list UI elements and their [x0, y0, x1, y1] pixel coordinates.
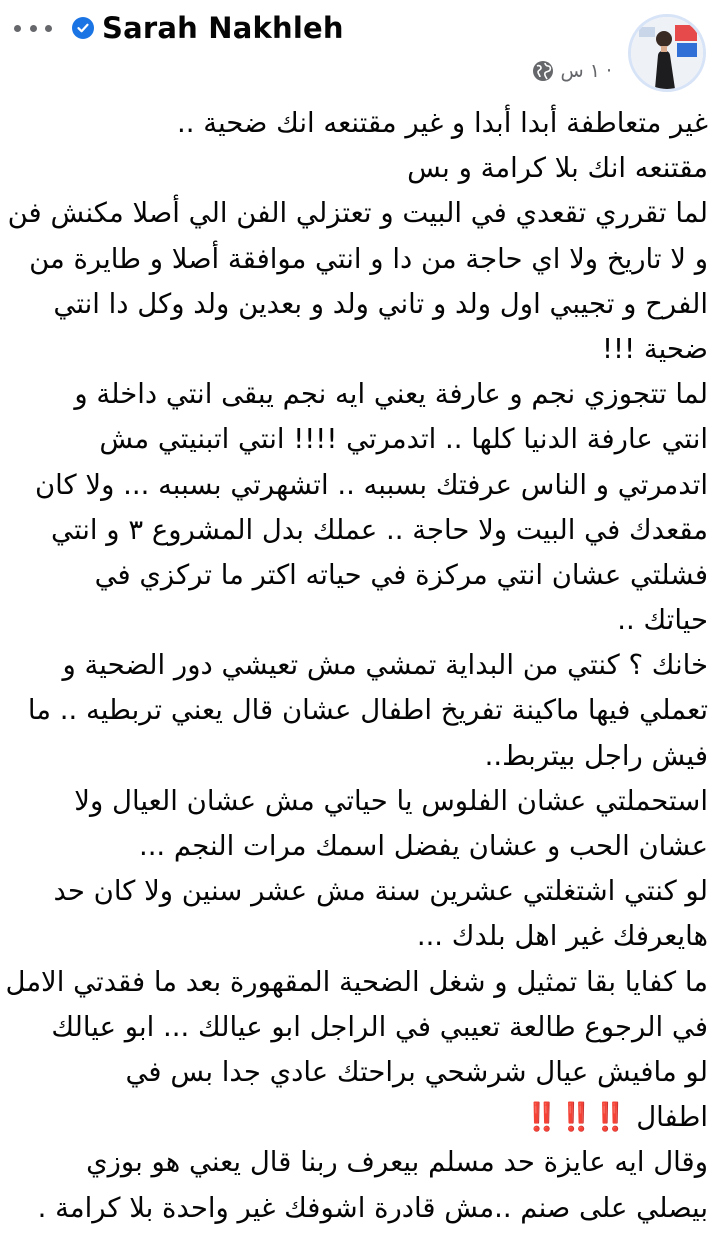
post-text-line — [22, 1095, 708, 1140]
post-text-line — [22, 1140, 708, 1185]
double-exclamation-emoji: ‼️‼️‼️ — [524, 1101, 628, 1134]
post-header — [0, 0, 720, 100]
more-options-button[interactable] — [10, 14, 56, 42]
post-text-line-content: اطفال — [636, 1101, 708, 1134]
author-row — [72, 8, 344, 48]
post-text-line — [22, 824, 708, 869]
post-text-line — [22, 688, 708, 733]
post-text-line-content: حياتك .. — [617, 604, 708, 637]
post-text-line — [22, 146, 708, 191]
post-text-line-content: خانك ؟ كنتي من البداية تمشي مش تعيشي دور الضحية و — [62, 649, 708, 682]
post-text-line — [5, 960, 708, 1005]
avatar[interactable] — [628, 14, 706, 92]
post-text-line-content: الفرح و تجيبي اول ولد و تاني ولد و بعدين ولد وكل دا انتي — [53, 287, 708, 320]
post-text-line — [22, 734, 708, 779]
post-text-line — [7, 191, 708, 236]
post-text-line — [22, 508, 708, 553]
post-text-line — [22, 598, 708, 643]
post-text-line-content: وقال ايه عايزة حد مسلم بيعرف ربنا قال يعني هو بوزي — [86, 1146, 708, 1179]
post-text-line — [22, 1050, 708, 1095]
post-text-line — [22, 914, 708, 959]
post-text-line-content: غير متعاطفة أبدا أبدا و غير مقتنعه انك ضحية .. — [177, 107, 708, 139]
post-text-line-content: استحملتي عشان الفلوس يا حياتي مش عشان العيال ولا — [74, 784, 708, 817]
post-text-line — [22, 282, 708, 327]
more-dot — [30, 25, 37, 32]
post-text-line-content: و لا تاريخ ولا اي حاجة من دا و انتي موافقة أصلا و طايرة من — [29, 242, 708, 275]
post-text-line-content: بيصلي على صنم ..مش قادرة اشوفك غير واحدة بلا كرامة . — [37, 1191, 708, 1224]
post-text — [5, 101, 708, 1231]
post-text-line-content: هايعرفك غير اهل بلدك ... — [416, 920, 708, 953]
post-meta — [532, 58, 612, 84]
post-text-line — [22, 779, 708, 824]
post-text-line — [22, 1005, 708, 1050]
post-text-line-content: فشلتي عشان انتي مركزة في حياته اكتر ما تركزي في — [94, 558, 708, 591]
post-text-line — [22, 463, 708, 508]
more-dot — [14, 25, 21, 32]
post-text-line — [22, 372, 708, 417]
post-text-line — [22, 1186, 708, 1231]
author-name[interactable]: Sarah Nakhleh — [102, 11, 344, 45]
post-text-line-content: اتدمرتي و الناس عرفتك بسببه .. اتشهرتي بسببه ... ولا كان — [34, 468, 708, 501]
post-text-line — [22, 417, 708, 462]
post-time[interactable]: ١ س · — [560, 60, 612, 82]
post-text-line — [22, 237, 708, 282]
post-text-line-content: فيش راجل بيتربط.. — [484, 739, 708, 772]
globe-icon[interactable] — [532, 60, 554, 82]
more-dot — [45, 25, 52, 32]
post-text-line-content: مقعدك في البيت ولا حاجة .. عملك بدل المشروع ٣ و انتي — [51, 513, 708, 546]
post-text-line-content: عشان الحب و عشان يفضل اسمك مرات النجم ... — [138, 830, 708, 862]
verified-badge-icon — [72, 17, 94, 39]
post-text-line — [22, 553, 708, 598]
post-text-line-content: مقتنعه انك بلا كرامة و بس — [407, 152, 708, 185]
post-text-line-content: لما تقرري تقعدي في البيت و تعتزلي الفن الي أصلا مكنش فن — [7, 197, 708, 230]
post-text-line-content: لو كنتي اشتغلتي عشرين سنة مش عشر سنين ولا كان حد — [53, 875, 708, 908]
post-text-line — [22, 869, 708, 914]
post-text-line — [22, 327, 708, 372]
post-text-line-content: ضحية !!! — [602, 332, 708, 365]
post-text-line-content: ما كفايا بقا تمثيل و شغل الضحية المقهورة بعد ما فقدتي الامل — [5, 965, 708, 998]
post-text-line-content: انتي عارفة الدنيا كلها .. اتدمرتي !!!! انتي اتبنيتي مش — [99, 423, 708, 456]
post-text-line-content: لو مافيش عيال شرشحي براحتك عادي جدا بس في — [125, 1055, 708, 1088]
post-text-line-content: تعملي فيها ماكينة تفريخ اطفال عشان قال يعني تربطيه .. ما — [27, 694, 708, 727]
post-text-line-content: لما تتجوزي نجم و عارفة يعني ايه نجم يبقى انتي داخلة و — [74, 378, 708, 411]
post-text-line-content: في الرجوع طالعة تعيبي في الراجل ابو عيالك ... ابو عيالك — [51, 1010, 708, 1043]
post-text-line — [22, 101, 708, 146]
post-text-line — [22, 643, 708, 688]
